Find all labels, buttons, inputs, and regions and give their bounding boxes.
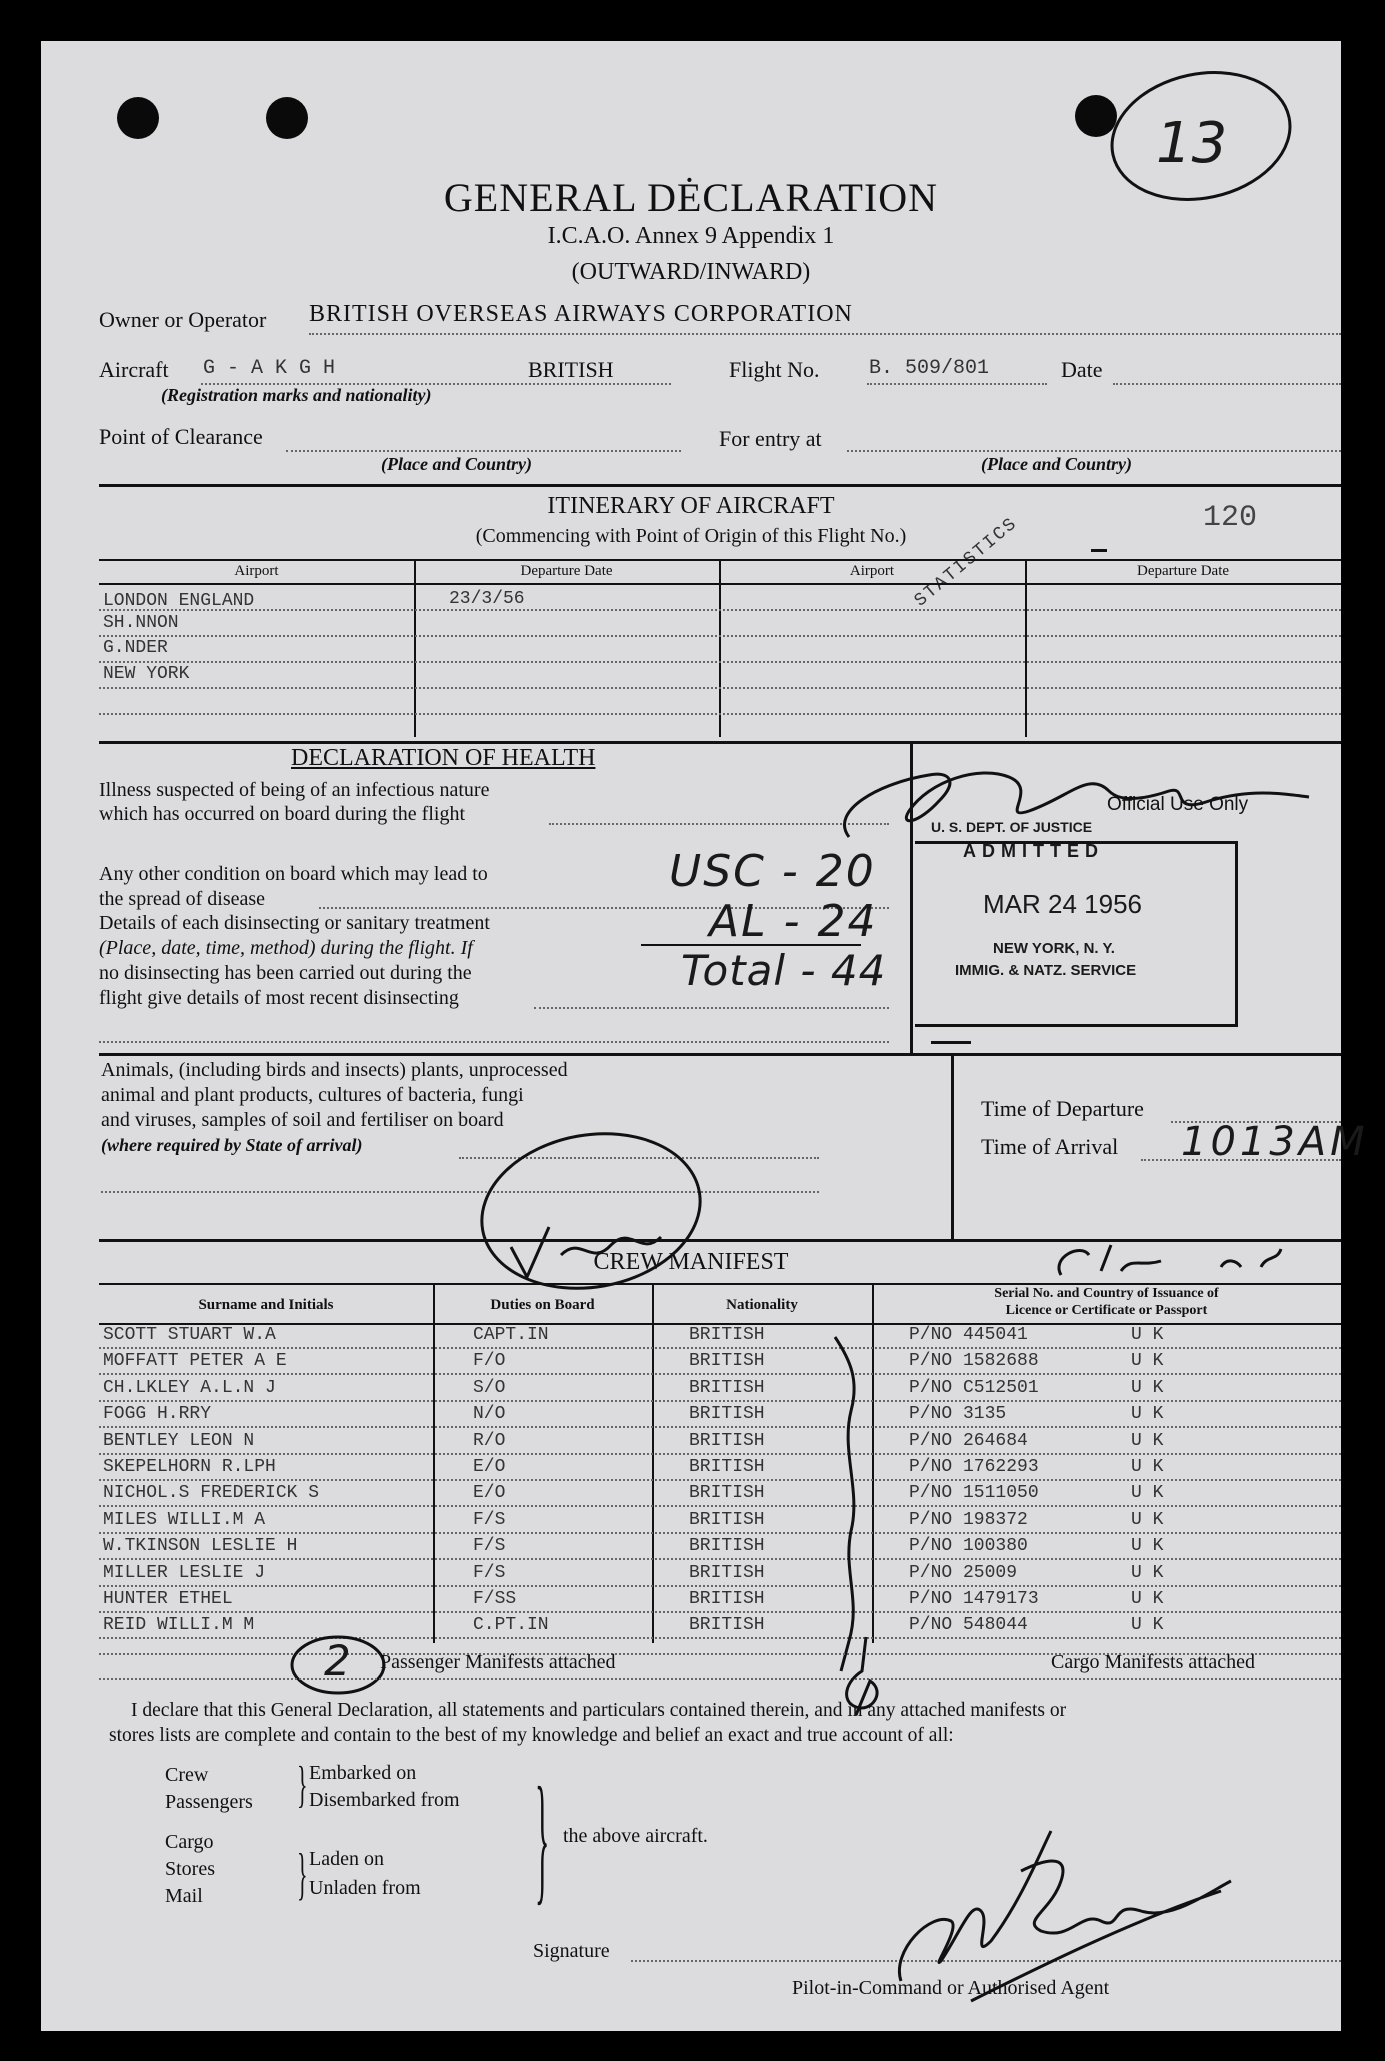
crew-col-serial: Serial No. and Country of Issuance of: [994, 1286, 1219, 1301]
crew-col-nationality: Nationality: [726, 1297, 798, 1313]
flight-no-label: Flight No.: [729, 357, 820, 382]
itinerary-airport: LONDON ENGLAND: [103, 591, 255, 611]
crew-country: U K: [1131, 1615, 1164, 1635]
decl-mail: Mail: [165, 1885, 203, 1907]
crew-country: U K: [1131, 1404, 1164, 1424]
crew-title: CREW MANIFEST: [593, 1249, 789, 1275]
crew-country: U K: [1131, 1536, 1164, 1556]
registration-note: (Registration marks and nationality): [161, 385, 432, 405]
health-q1-cont: which has occurred on board during the flight: [99, 803, 466, 825]
crew-duty: N/O: [473, 1404, 506, 1424]
itinerary-col-departure2: Departure Date: [1136, 563, 1230, 579]
crew-country: U K: [1131, 1457, 1164, 1477]
decl-embarked: Embarked on: [309, 1762, 417, 1784]
itinerary-airport: NEW YORK: [103, 664, 190, 684]
entry-place-note: (Place and Country): [981, 454, 1132, 474]
crew-country: U K: [1131, 1510, 1164, 1530]
crew-nationality: BRITISH: [689, 1431, 765, 1451]
health-q3: Details of each disinsecting or sanitary treatment: [99, 912, 490, 934]
crew-nationality: BRITISH: [689, 1589, 765, 1609]
crew-serial: P/NO 1582688: [909, 1351, 1039, 1371]
itinerary-airport: G.NDER: [103, 638, 168, 658]
crew-duty: F/O: [473, 1351, 506, 1371]
crew-row-rule: [99, 1558, 1341, 1560]
crew-serial: P/NO 25009: [909, 1563, 1018, 1583]
crew-row-rule: [99, 1400, 1341, 1402]
itinerary-subtitle: (Commencing with Point of Origin of this Flight No.): [475, 525, 907, 547]
stamp-place: NEW YORK, N. Y.: [993, 940, 1115, 957]
decl-aircraft: the above aircraft.: [563, 1825, 708, 1847]
health-q2: Any other condition on board which may lead to: [99, 863, 488, 885]
clearance-place-note: (Place and Country): [381, 454, 532, 474]
operator-label: Owner or Operator: [99, 307, 267, 332]
crew-col-duty: Duties on Board: [490, 1297, 595, 1313]
crew-name: MILES WILLI.M A: [103, 1510, 266, 1530]
crew-country: U K: [1131, 1483, 1164, 1503]
passenger-manifest-count: 2: [324, 1636, 351, 1685]
passenger-manifest-label: Passenger Manifests attached: [380, 1651, 616, 1673]
itinerary-col-departure: Departure Date: [520, 563, 613, 579]
itinerary-title: ITINERARY OF AIRCRAFT: [547, 493, 835, 519]
punch-hole: [266, 97, 308, 139]
crew-bracket-mark: [821, 1321, 881, 1681]
crew-row-rule: [99, 1373, 1341, 1375]
crew-row-rule: [99, 1611, 1341, 1613]
crew-country: U K: [1131, 1589, 1164, 1609]
aircraft-nationality: BRITISH: [528, 357, 614, 382]
stamp-status: ADMITTED: [963, 841, 1104, 861]
crew-nationality: BRITISH: [689, 1615, 765, 1635]
crew-serial: P/NO C512501: [909, 1378, 1039, 1398]
date-label: Date: [1061, 357, 1103, 382]
crew-serial: P/NO 264684: [909, 1431, 1028, 1451]
stamp-date: MAR 24 1956: [983, 889, 1142, 919]
crew-hand-note: [1041, 1237, 1341, 1287]
health-q1: Illness suspected of being of an infectious nature: [99, 779, 490, 801]
crew-serial: P/NO 198372: [909, 1510, 1028, 1530]
crew-row-rule: [99, 1426, 1341, 1428]
crew-row-rule: [99, 1585, 1341, 1587]
crew-duty: R/O: [473, 1431, 506, 1451]
animals-line1: Animals, (including birds and insects) plants, unprocessed: [101, 1059, 568, 1081]
itinerary-date: 23/3/56: [449, 589, 525, 609]
health-q3-cont: flight give details of most recent disinsecting: [99, 987, 459, 1009]
health-q2-cont: the spread of disease: [99, 888, 266, 910]
crew-col-name: Surname and Initials: [198, 1297, 334, 1313]
crew-duty: E/O: [473, 1457, 506, 1477]
health-title: DECLARATION OF HEALTH: [291, 745, 596, 771]
punch-hole: [117, 97, 159, 139]
crew-nationality: BRITISH: [689, 1510, 765, 1530]
arrival-time-label: Time of Arrival: [981, 1134, 1119, 1159]
crew-nationality: BRITISH: [689, 1536, 765, 1556]
declaration-form: 13 GENERAL DĖCLARATION I.C.A.O. Annex 9 Appendix 1 (OUTWARD/INWARD) Owner or Operator BRITISH OVERSEAS AIRWAYS CORPORATION Aircraft G - A K G H BRITISH (Registration marks and nationality) Flight No. B. 509/801 Date Point of Clearance (Place and Country) For entry at (Place and Country) ITINERARY OF AIRCRAFT (Commencing with Point of Origin of this Flight No.) 120 STATISTICS Airport Departure Date Airport Departure Date LONDON ENGLAND 23/3/56 SH.NNON G.NDER NEW YORK DECLARATION OF HEALTH Illness suspected of being of an infectious nature which has occurred on board during the flight Any other condition on board which may lead to the spread of disease Details of each disinsecting or sanitary treatment (Place, date, time, method) during the flight. If no disinsecting has been carried out during the flight give details of most recent disinsecting USC - 20 AL - 24 Total - 44 Official Use Only U. S. DEPT. OF JUSTICE ADMITTED MAR 24 1956 NEW YORK, N. Y. IMMIG. & NATZ. SERVICE Animals, (including birds and insects) plants, unprocessed animal and plant products, cultures of bacteria, fungi and viruses, samples of soil and fertiliser on board (where required by State of arrival) Time of Departure Time of Arrival 1013AM CREW MANIFEST Surname and Initials Duties on Board Nationality Serial No. and Country of Issuance of Licence or Certificate or Passport SCOTT STUART W.A CAPT.IN BRITISH P/NO 445041 U K MOFFATT PETER A E F/O BRITISH P/NO 1582688 U K CH.LKLEY A.L.N J S/O BRITISH P/NO C512501 U K FOGG H.RRY N/O BRITISH P/NO 3135 U K BENTLEY LEON N R/O BRITISH P/NO 264684 U K SKEPELHORN R.LPH E/O BRITISH P/NO 1762293 U K NICHOL.S FREDERICK S E/O BRITISH P/NO 1511050 U K MILES WILLI.M A F/S BRITISH P/NO 198372 U K W.TKINSON LESLIE H F/S BRITISH P/NO 100380 U K MILLER LESLIE J F/S BRITISH P/NO 25009 U K HUNTER ETHEL F/SS BRITISH P/NO 1479173 U K REID WILLI.M M C.PT.IN BRITISH P/NO 548044 U K 2 Passenger Manifests attached Cargo Manifests attached I declare that this General Declaration, all statements and particulars contained therein, and in any attached manifests or stores lists are complete and contain to the best of my knowledge and belief an exact and true account of all: Crew Passengers } Embarked on Disembarked from Cargo Stores Mail } Laden on Unladen from } the above aircraft. Signature Pilot-in-Command or Authorised Agent: [41, 41, 1341, 2031]
decl-stores: Stores: [165, 1858, 215, 1880]
form-direction: (OUTWARD/INWARD): [571, 259, 811, 285]
declaration-line1: I declare that this General Declaration, all statements and particulars contained therein, and in any attached manifests or: [131, 1700, 1067, 1721]
crew-country: U K: [1131, 1351, 1164, 1371]
crew-name: REID WILLI.M M: [103, 1615, 255, 1635]
crew-row-rule: [99, 1532, 1341, 1534]
crew-nationality: BRITISH: [689, 1404, 765, 1424]
crew-duty: F/S: [473, 1510, 506, 1530]
crew-serial: P/NO 445041: [909, 1325, 1028, 1345]
crew-duty: F/SS: [473, 1589, 517, 1609]
clearance-label: Point of Clearance: [99, 424, 263, 449]
health-hand-al: AL - 24: [709, 896, 878, 947]
aircraft-label: Aircraft: [99, 357, 169, 382]
crew-country: U K: [1131, 1563, 1164, 1583]
crew-serial: P/NO 1762293: [909, 1457, 1039, 1477]
crew-name: MILLER LESLIE J: [103, 1563, 266, 1583]
animals-line2: animal and plant products, cultures of bacteria, fungi: [101, 1084, 524, 1106]
crew-duty: F/S: [473, 1536, 506, 1556]
crew-serial: P/NO 100380: [909, 1536, 1028, 1556]
crew-name: BENTLEY LEON N: [103, 1431, 255, 1451]
crew-name: NICHOL.S FREDERICK S: [103, 1483, 320, 1503]
arrival-time-value: 1013AM: [1181, 1119, 1369, 1165]
cargo-manifest-label: Cargo Manifests attached: [1051, 1651, 1256, 1673]
form-annex: I.C.A.O. Annex 9 Appendix 1: [547, 223, 835, 249]
animals-line4: (where required by State of arrival): [101, 1135, 363, 1155]
health-hand-usc: USC - 20: [669, 846, 876, 897]
crew-duty: E/O: [473, 1483, 506, 1503]
crew-country: U K: [1131, 1431, 1164, 1451]
signature-label: Signature: [533, 1940, 610, 1962]
crew-serial: P/NO 1511050: [909, 1483, 1039, 1503]
itinerary-col-airport: Airport: [234, 563, 279, 579]
decl-cargo: Cargo: [165, 1831, 214, 1853]
itinerary-col-airport2: Airport: [849, 563, 895, 579]
page-number: 13: [1156, 111, 1228, 176]
decl-passengers: Passengers: [165, 1791, 253, 1813]
crew-nationality: BRITISH: [689, 1378, 765, 1398]
decl-crew: Crew: [165, 1764, 209, 1786]
crew-name: W.TKINSON LESLIE H: [103, 1536, 298, 1556]
crew-name: HUNTER ETHEL: [103, 1589, 233, 1609]
form-title: GENERAL DĖCLARATION: [443, 175, 939, 220]
crew-duty: F/S: [473, 1563, 506, 1583]
crew-serial: P/NO 548044: [909, 1615, 1028, 1635]
admitted-stamp: [915, 841, 1238, 1027]
crew-row-rule: [99, 1479, 1341, 1481]
health-q3-cont: (Place, date, time, method) during the flight. If: [99, 937, 473, 959]
animals-line3: and viruses, samples of soil and fertiliser on board: [101, 1109, 504, 1131]
crew-col-serial-cont: Licence or Certificate or Passport: [1005, 1303, 1208, 1318]
stamp-dept: U. S. DEPT. OF JUSTICE: [931, 819, 1093, 835]
decl-disembarked: Disembarked from: [309, 1789, 460, 1811]
crew-duty: CAPT.IN: [473, 1325, 549, 1345]
crew-name: CH.LKLEY A.L.N J: [103, 1378, 276, 1398]
official-use-label: Official Use Only: [1107, 794, 1249, 815]
crew-country: U K: [1131, 1325, 1164, 1345]
crew-nationality: BRITISH: [689, 1351, 765, 1371]
crew-duty: C.PT.IN: [473, 1615, 549, 1635]
decl-laden: Laden on: [309, 1848, 384, 1870]
declaration-line2: stores lists are complete and contain to the best of my knowledge and belief an exact and true account of all:: [109, 1725, 954, 1746]
crew-nationality: BRITISH: [689, 1483, 765, 1503]
itinerary-airport: SH.NNON: [103, 613, 179, 633]
departure-time-label: Time of Departure: [981, 1096, 1144, 1121]
itinerary-number: 120: [1203, 501, 1258, 535]
crew-serial: P/NO 3135: [909, 1404, 1007, 1424]
crew-country: U K: [1131, 1378, 1164, 1398]
crew-row-rule: [99, 1347, 1341, 1349]
crew-nationality: BRITISH: [689, 1325, 765, 1345]
crew-row-rule: [99, 1505, 1341, 1507]
aircraft-registration: G - A K G H: [203, 357, 336, 380]
crew-row-rule: [99, 1453, 1341, 1455]
crew-name: SCOTT STUART W.A: [103, 1325, 276, 1345]
signature-role: Pilot-in-Command or Authorised Agent: [792, 1977, 1110, 1999]
crew-serial: P/NO 1479173: [909, 1589, 1039, 1609]
stamp-service: IMMIG. & NATZ. SERVICE: [955, 962, 1137, 979]
decl-unladen: Unladen from: [309, 1877, 421, 1899]
crew-nationality: BRITISH: [689, 1457, 765, 1477]
crew-name: FOGG H.RRY: [103, 1404, 212, 1424]
entry-label: For entry at: [719, 426, 822, 451]
crew-duty: S/O: [473, 1378, 506, 1398]
health-q3-cont: no disinsecting has been carried out during the: [99, 962, 472, 984]
crew-nationality: BRITISH: [689, 1563, 765, 1583]
operator-value: BRITISH OVERSEAS AIRWAYS CORPORATION: [309, 301, 853, 327]
statistics-stamp: STATISTICS: [911, 513, 1022, 612]
crew-name: SKEPELHORN R.LPH: [103, 1457, 276, 1477]
health-hand-total: Total - 44: [681, 946, 887, 995]
flight-no-value: B. 509/801: [869, 357, 990, 380]
crew-name: MOFFATT PETER A E: [103, 1351, 287, 1371]
